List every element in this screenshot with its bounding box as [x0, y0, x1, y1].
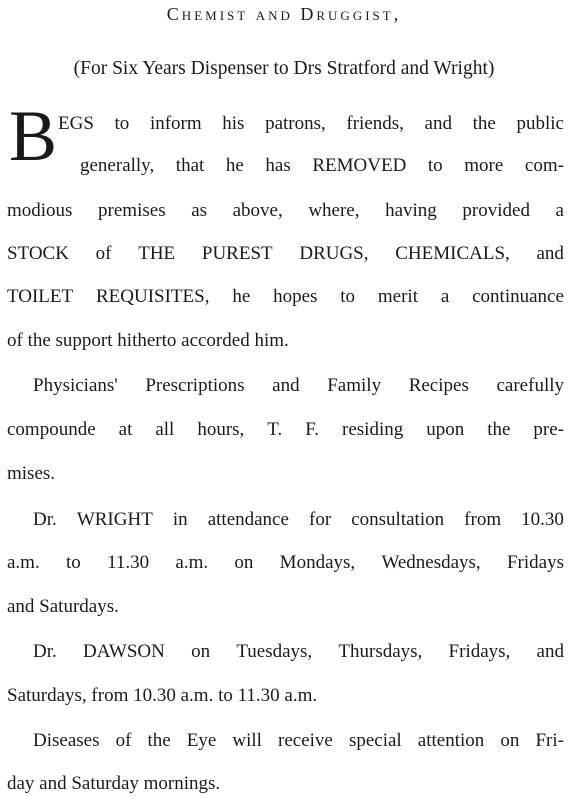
text-line: Diseases of the Eye will receive special attention on Fri- [33, 730, 564, 751]
text-line: STOCK of THE PUREST DRUGS, CHEMICALS, and [7, 243, 564, 264]
text-line: Physicians' Prescriptions and Family Recipes carefully [33, 375, 564, 396]
subheading: (For Six Years Dispenser to Drs Stratford and Wright) [73, 58, 495, 79]
text-line: Dr. WRIGHT in attendance for consultation from 10.30 [33, 509, 564, 530]
text-line: EGS to inform his patrons, friends, and the public [58, 113, 564, 134]
text-line: Saturdays, from 10.30 a.m. to 11.30 a.m. [7, 685, 318, 706]
drop-cap-letter: B [9, 96, 58, 176]
text-line: of the support hitherto accorded him. [7, 330, 289, 351]
text-line: mises. [7, 463, 56, 484]
heading: Chemist and Druggist, [166, 4, 402, 24]
text-line: day and Saturday mornings. [7, 773, 221, 794]
text-line: modious premises as above, where, having provided a [7, 200, 564, 221]
text-line: TOILET REQUISITES, he hopes to merit a continuance [7, 286, 564, 307]
text-line: Dr. DAWSON on Tuesdays, Thursdays, Fridays, and [33, 641, 564, 662]
text-line: compounde at all hours, T. F. residing upon the pre- [7, 419, 564, 440]
text-line: a.m. to 11.30 a.m. on Mondays, Wednesdays, Fridays [7, 552, 564, 573]
text-line: generally, that he has REMOVED to more com- [80, 155, 564, 176]
text-line: and Saturdays. [7, 596, 119, 617]
